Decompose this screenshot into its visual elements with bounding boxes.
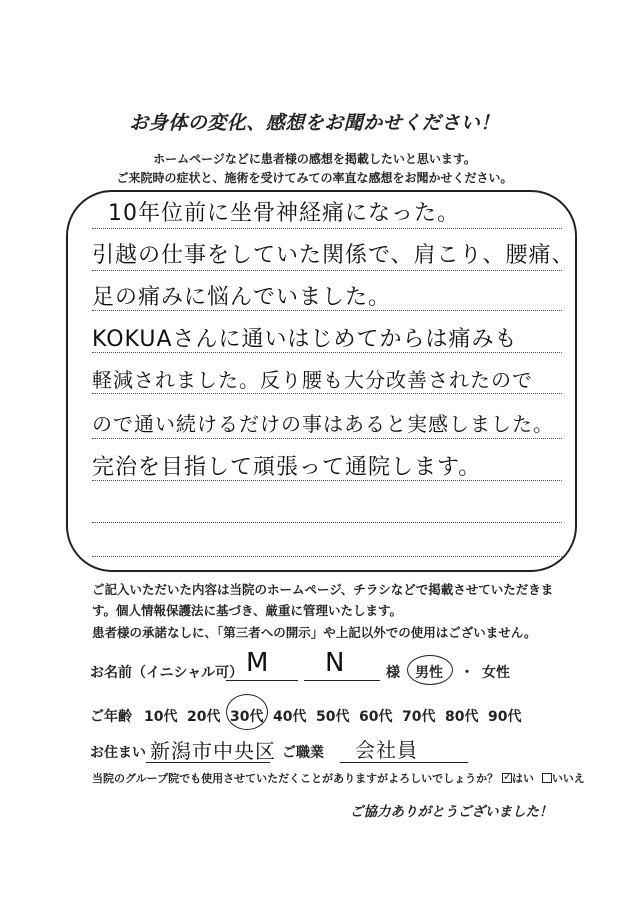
ruled-line <box>92 393 562 394</box>
notice-line-3: 患者様の承諾なしに、「第三者への開示」や上記以外での使用はございません。 <box>92 625 537 640</box>
testimonial-line: 10年位前に坐骨神経痛になった。 <box>108 201 460 226</box>
notice-line-2: す。個人情報保護法に基づき、厳重に管理いたします。 <box>92 603 403 618</box>
job-underline <box>340 762 468 763</box>
intro-line-1: ホームページなどに患者様の感想を掲載したいと思います。 <box>153 152 476 166</box>
job-label: ご職業 <box>282 745 324 761</box>
age-label: ご年齢 <box>90 709 132 725</box>
name-first-value: M <box>246 648 269 678</box>
testimonial-line: KOKUAさんに通いはじめてからは痛みも <box>92 327 518 352</box>
age-option: 90代 <box>488 709 522 725</box>
age-option: 50代 <box>316 709 350 725</box>
age-option: 10代 <box>144 709 178 725</box>
gender-separator: ・ <box>460 665 474 681</box>
no-label: いいえ <box>551 772 585 785</box>
yes-label: はい <box>511 772 534 785</box>
check-icon: ✓ <box>502 770 513 783</box>
intro-line-2: ご来院時の症状と、施術を受けてみての率直な感想をお聞かせください。 <box>116 171 513 185</box>
group-question: 当院のグループ院でも使用させていただくことがありますがよろしいでしょうか？ <box>92 772 499 785</box>
ruled-line <box>92 270 562 271</box>
age-option: 40代 <box>273 709 307 725</box>
no-checkbox[interactable] <box>542 773 552 783</box>
name-last-value: N <box>325 648 345 678</box>
ruled-line <box>92 556 562 557</box>
address-value: 新潟市中央区 <box>150 739 276 763</box>
name-first-underline <box>226 680 298 681</box>
ruled-line <box>92 438 562 439</box>
name-label: お名前（イニシャル可） <box>90 665 244 681</box>
ruled-line <box>92 228 562 229</box>
address-underline <box>146 762 270 763</box>
ruled-line <box>92 522 562 523</box>
name-last-underline <box>304 680 380 681</box>
age-option: 80代 <box>445 709 479 725</box>
testimonial-line: ので通い続けるだけの事はあると実感しました。 <box>92 412 554 436</box>
thanks-text: ご協力ありがとうございました！ <box>350 804 553 820</box>
age-option: 20代 <box>187 709 221 725</box>
testimonial-line: 足の痛みに悩んでいました。 <box>92 285 392 310</box>
age-option: 70代 <box>402 709 436 725</box>
page-title: お身体の変化、感想をお聞かせください！ <box>129 112 500 134</box>
testimonial-line: 引越の仕事をしていた関係で、肩こり、腰痛、 <box>92 243 575 268</box>
testimonial-line: 完治を目指して頑張って通院します。 <box>92 455 482 480</box>
job-value: 会社員 <box>355 738 418 762</box>
age-option: 30代 <box>230 709 264 725</box>
notice-line-1: ご記入いただいた内容は当院のホームページ、チラシなどで掲載させていただきま <box>92 582 554 597</box>
age-option: 60代 <box>359 709 393 725</box>
address-label: お住まい <box>90 745 146 761</box>
gender-female-option: 女性 <box>482 665 510 681</box>
honorific-label: 様 <box>386 665 400 681</box>
yes-checkbox[interactable] <box>502 770 513 783</box>
testimonial-line: 軽減されました。反り腰も大分改善されたので <box>92 368 533 392</box>
gender-male-option: 男性 <box>415 665 443 681</box>
